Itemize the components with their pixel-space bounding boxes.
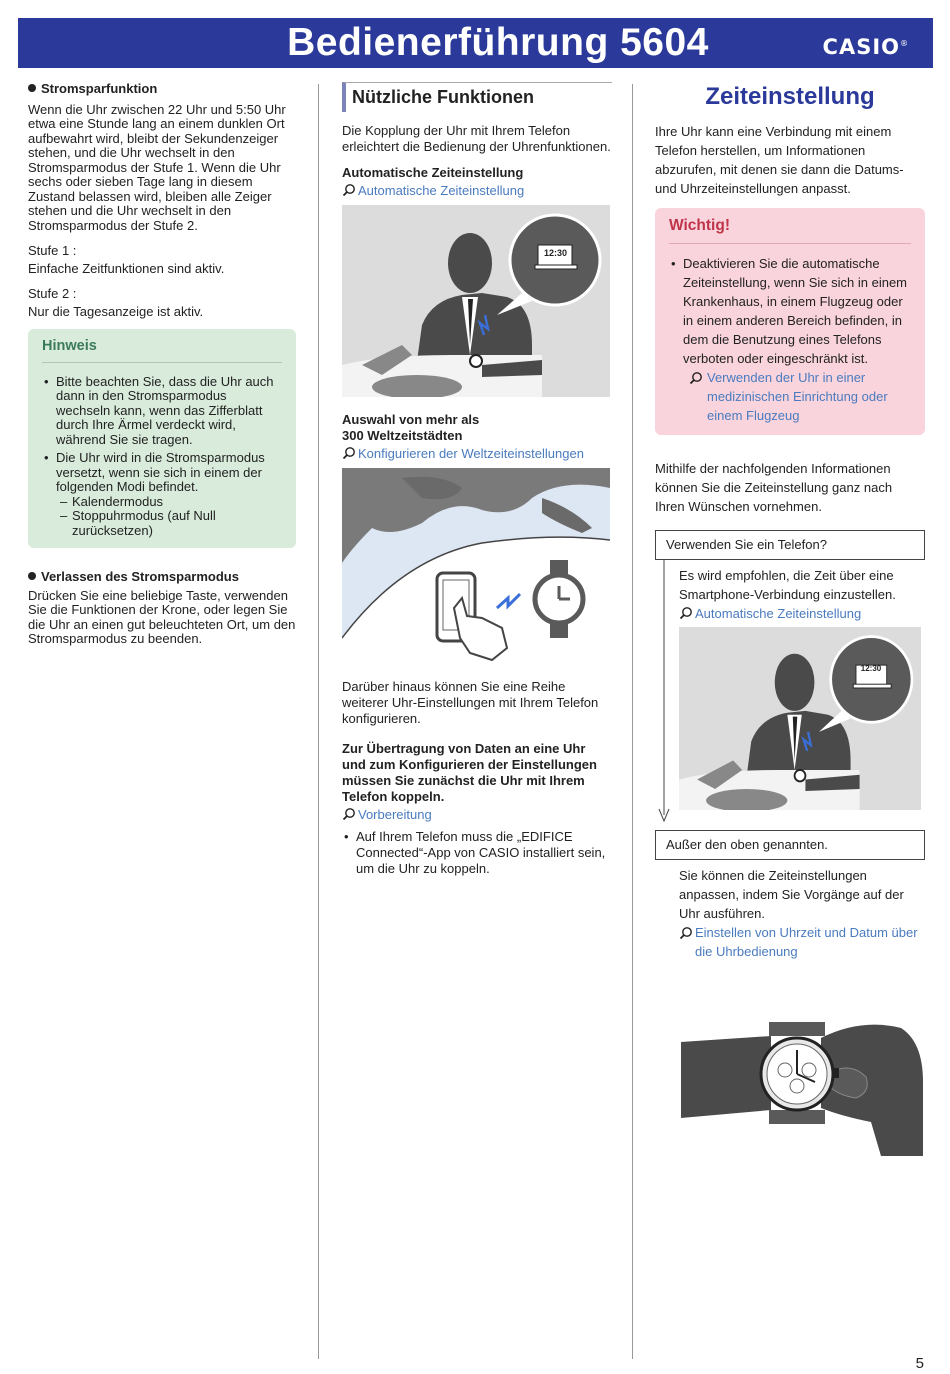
page-title: Bedienerführung 5604 — [287, 21, 709, 64]
column-divider — [632, 84, 633, 1359]
body-text: Mithilfe der nachfolgenden Informationen können Sie die Zeiteinstellung ganz nach Ihren Wünschen vornehmen. — [655, 461, 893, 514]
section-heading: Stromsparfunktion — [28, 82, 296, 97]
list-item: • Auf Ihrem Telefon muss die „EDIFICE Connected“-App von CASIO installiert sein, um die Uhr zu koppeln. — [342, 829, 612, 877]
list-item: • Die Uhr wird in die Stromsparmodus versetzt, wenn sie sich in einem der folgenden Modi befindet. – Kalendermodus – Stoppuhrmodus (auf Null zurücksetzen) — [42, 451, 282, 538]
magnifier-icon — [689, 371, 703, 385]
hinweis-box — [28, 329, 296, 548]
link-preparation[interactable]: Vorbereitung — [342, 807, 612, 823]
column-left — [28, 82, 296, 647]
magnifier-icon — [342, 183, 356, 197]
magnifier-icon — [342, 446, 356, 460]
flow-arrow — [657, 559, 671, 825]
wichtig-heading: Wichtig! — [669, 216, 911, 244]
clock-display: 12:30 — [860, 664, 882, 673]
illustration-man-phone — [342, 205, 610, 397]
column-divider — [318, 84, 319, 1359]
stufe1-label: Stufe 1 : — [28, 243, 77, 258]
illustration-man-phone — [679, 627, 921, 810]
link-auto-time[interactable]: Automatische Zeiteinstellung — [679, 604, 925, 623]
stufe1-text: Einfache Zeitfunktionen sind aktiv. — [28, 260, 225, 276]
body-text: Drücken Sie eine beliebige Taste, verwenden Sie die Funktionen der Krone, oder legen Sie die Uhr an einen gut beleuchteten Ort, um den Stromsparmodus zu beenden. — [28, 587, 296, 646]
illustration-world-map — [342, 468, 610, 663]
section-heading: Verlassen des Stromsparmodus — [28, 570, 296, 585]
body-text: Es wird empfohlen, die Zeit über eine Smartphone-Verbindung einzustellen. — [679, 568, 896, 602]
section-heading: Nützliche Funktionen — [342, 82, 612, 112]
body-text: Sie können die Zeiteinstellungen anpassen, indem Sie Vorgänge auf der Uhr ausführen. — [679, 868, 904, 921]
list-subitem: – Kalendermodus — [56, 495, 282, 510]
body-text: Die Kopplung der Uhr mit Ihrem Telefon erleichtert die Bedienung der Uhrenfunktionen. — [342, 123, 611, 154]
flow-box-phone: Verwenden Sie ein Telefon? — [655, 530, 925, 560]
list-subitem: – Stoppuhrmodus (auf Null zurücksetzen) — [56, 509, 282, 538]
casio-logo: CASIO® — [822, 35, 909, 59]
link-world-time[interactable]: Konfigurieren der Weltzeiteinstellungen — [342, 446, 612, 462]
section-heading: Zeiteinstellung — [705, 83, 875, 110]
link-auto-time[interactable]: Automatische Zeiteinstellung — [342, 183, 612, 199]
body-text: Wenn die Uhr zwischen 22 Uhr und 5:50 Uhr etwa eine Stunde lang an einem dunklen Ort aufbewahrt wird, bleibt der Sekundenzeiger stehen, und die Uhr wechselt in den Stromsparmodus der Stufe 1. Wenn die Uhr sechs oder sieben Tage lang in diesem Zustand belassen wird, bleiben alle Zeiger stehen und die Uhr wechselt in den Stromsparmodus der Stufe 2. — [28, 101, 286, 233]
illustration-hand-watch — [681, 1022, 923, 1162]
flow-box-other: Außer den oben genannten. — [655, 830, 925, 860]
magnifier-icon — [679, 926, 693, 940]
stufe2-label: Stufe 2 : — [28, 286, 77, 301]
column-middle — [342, 82, 612, 877]
link-medical[interactable]: Verwenden der Uhr in einer medizinischen Einrichtung oder einem Flugzeug — [669, 368, 911, 425]
magnifier-icon — [679, 606, 693, 620]
wichtig-box — [655, 208, 925, 435]
body-text: Darüber hinaus können Sie eine Reihe weiterer Uhr-Einstellungen mit Ihrem Telefon konfigurieren. — [342, 679, 599, 726]
column-right — [655, 82, 925, 961]
list-item: • Bitte beachten Sie, dass die Uhr auch dann in den Stromsparmodus wechseln kann, wenn das Zifferblatt durch Ihre Ärmel verdeckt wird, während Sie sie tragen. — [42, 375, 282, 448]
link-manual-time[interactable]: Einstellen von Uhrzeit und Datum über die Uhrbedienung — [679, 923, 925, 961]
page-number: 5 — [915, 1355, 924, 1372]
hinweis-heading: Hinweis — [42, 339, 282, 363]
page-header — [18, 18, 933, 68]
feature-heading: Auswahl von mehr als 300 Weltzeitstädten — [342, 412, 480, 443]
pairing-heading: Zur Übertragung von Daten an eine Uhr und zum Konfigurieren der Einstellungen müssen Sie zunächst die Uhr mit Ihrem Telefon koppeln. — [342, 741, 597, 804]
list-item: • Deaktivieren Sie die automatische Zeiteinstellung, wenn Sie sich in einem Krankenhaus, in einem Flugzeug oder in einem anderen Bereich befinden, in dem die Benutzung eines Telefons verboten oder eingeschränkt ist. — [669, 254, 911, 368]
flow-chart — [655, 530, 925, 961]
clock-display: 12:30 — [543, 248, 568, 258]
body-text: Ihre Uhr kann eine Verbindung mit einem Telefon herstellen, um Informationen abzurufen, mit denen sie dann die Datums- und Uhrzeiteinstellungen anpasst. — [655, 124, 904, 196]
feature-heading: Automatische Zeiteinstellung — [342, 165, 524, 180]
magnifier-icon — [342, 807, 356, 821]
stufe2-text: Nur die Tagesanzeige ist aktiv. — [28, 303, 204, 319]
